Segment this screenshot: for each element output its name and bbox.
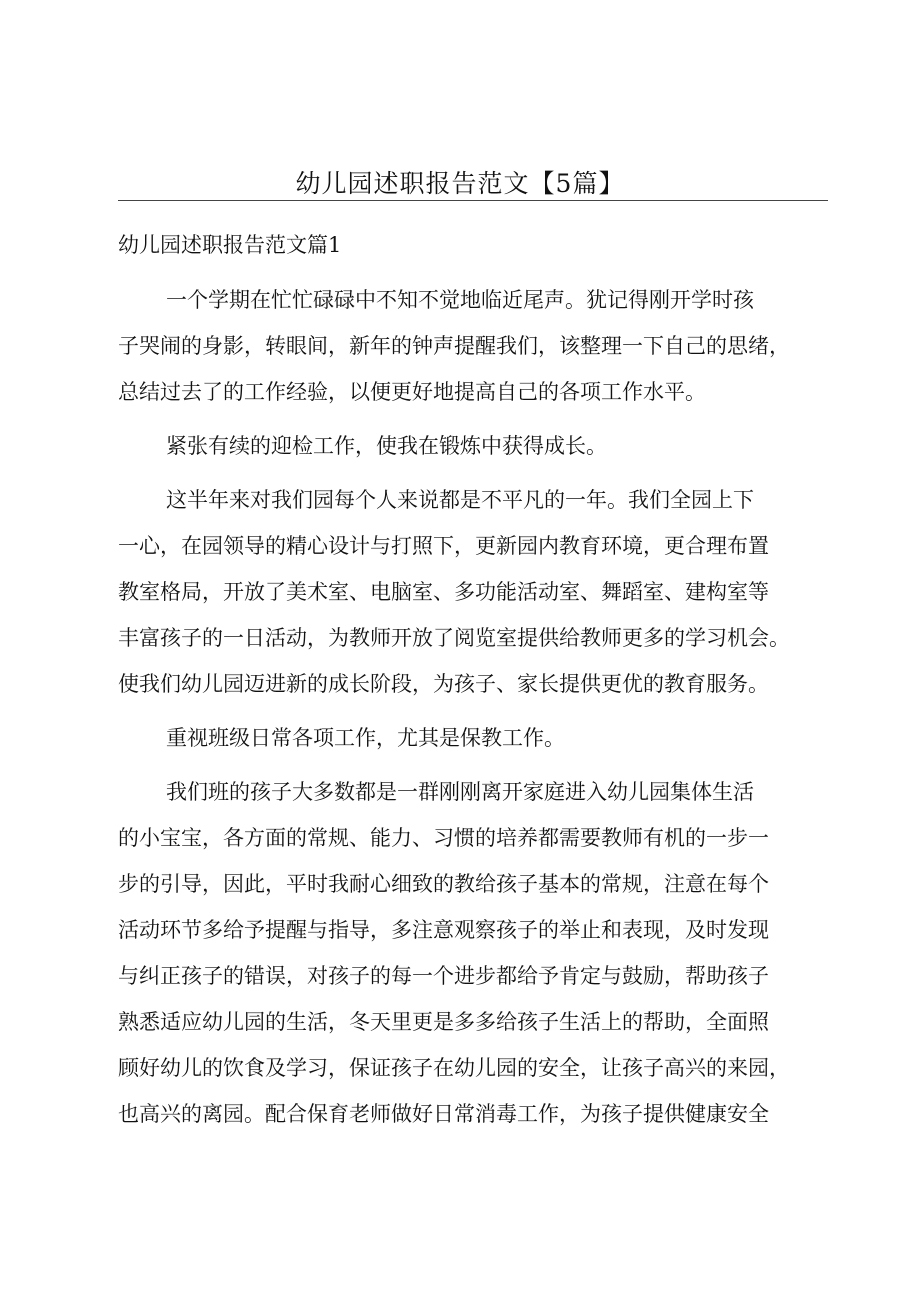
- paragraph-line: 步的引导，因此，平时我耐心细致的教给孩子基本的常规，注意在每个: [118, 872, 769, 896]
- paragraph: [118, 277, 838, 415]
- paragraph-line: 的小宝宝，各方面的常规、能力、习惯的培养都需要教师有机的一步一: [118, 826, 769, 850]
- paragraph-line: 使我们幼儿园迈进新的成长阶段，为孩子、家长提供更优的教育服务。: [118, 672, 769, 696]
- paragraph-line: 这半年来对我们园每个人来说都是不平凡的一年。我们全园上下: [166, 488, 754, 512]
- paragraph-line: 一个学期在忙忙碌碌中不知不觉地临近尾声。犹记得刚开学时孩: [166, 288, 754, 312]
- document-title: 幼儿园述职报告范文【5篇】: [295, 169, 625, 198]
- paragraph-line: 重视班级日常各项工作，尤其是保教工作。: [166, 726, 565, 750]
- paragraph: [118, 769, 838, 1137]
- paragraph-line: 紧张有续的迎检工作，使我在锻炼中获得成长。: [166, 434, 607, 458]
- title-underline: [118, 200, 828, 201]
- section-heading: 幼儿园述职报告范文篇1: [118, 233, 342, 257]
- paragraph-line: 教室格局，开放了美术室、电脑室、多功能活动室、舞蹈室、建构室等: [118, 580, 769, 604]
- paragraph: [118, 477, 838, 707]
- paragraph-line: 活动环节多给予提醒与指导，多注意观察孩子的举止和表现，及时发现: [118, 918, 769, 942]
- paragraph-line: 丰富孩子的一日活动，为教师开放了阅览室提供给教师更多的学习机会。: [118, 626, 790, 650]
- paragraph-line: 也高兴的离园。配合保育老师做好日常消毒工作，为孩子提供健康安全: [118, 1102, 769, 1126]
- paragraph-line: 总结过去了的工作经验，以便更好地提高自己的各项工作水平。: [118, 380, 706, 404]
- paragraph: [118, 715, 838, 761]
- paragraph: [118, 423, 838, 469]
- document-body: [118, 277, 838, 1145]
- paragraph-line: 一心，在园领导的精心设计与打照下，更新园内教育环境，更合理布置: [118, 534, 769, 558]
- paragraph-line: 我们班的孩子大多数都是一群刚刚离开家庭进入幼儿园集体生活: [166, 780, 754, 804]
- paragraph-line: 熟悉适应幼儿园的生活，冬天里更是多多给孩子生活上的帮助，全面照: [118, 1010, 769, 1034]
- paragraph-line: 与纠正孩子的错误，对孩子的每一个进步都给予肯定与鼓励，帮助孩子: [118, 964, 769, 988]
- paragraph-line: 子哭闹的身影，转眼间，新年的钟声提醒我们，该整理一下自己的思绪，: [118, 334, 790, 358]
- paragraph-line: 顾好幼儿的饮食及学习，保证孩子在幼儿园的安全，让孩子高兴的来园，: [118, 1056, 790, 1080]
